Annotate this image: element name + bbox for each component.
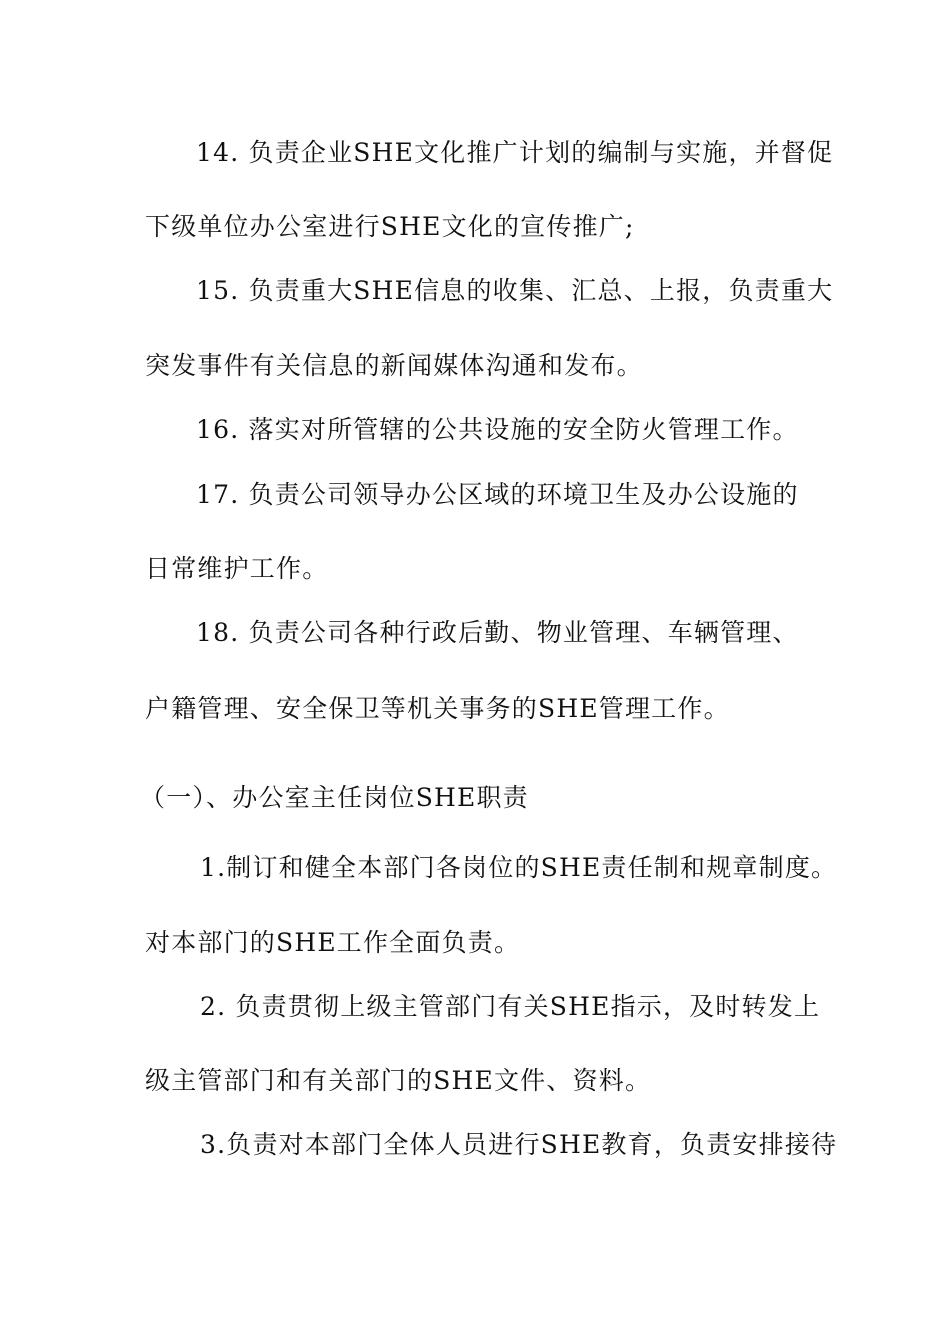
paragraph-1-line-1: 1.制订和健全本部门各岗位的SHE责任制和规章制度。: [200, 853, 838, 882]
paragraph-17-line-2: 日常维护工作。: [145, 554, 329, 583]
paragraph-15-line-1: 15. 负责重大SHE信息的收集、汇总、上报，负责重大: [196, 276, 834, 305]
section-heading: （一）、办公室主任岗位SHE职责: [140, 783, 529, 812]
paragraph-1-line-2: 对本部门的SHE工作全面负责。: [145, 928, 521, 957]
paragraph-14-line-1: 14. 负责企业SHE文化推广计划的编制与实施，并督促: [196, 138, 834, 167]
paragraph-16-line-1: 16. 落实对所管辖的公共设施的安全防火管理工作。: [196, 415, 799, 444]
paragraph-17-line-1: 17. 负责公司领导办公区域的环境卫生及办公设施的: [196, 480, 799, 509]
paragraph-2-line-2: 级主管部门和有关部门的SHE文件、资料。: [145, 1066, 652, 1095]
paragraph-14-line-2: 下级单位办公室进行SHE文化的宣传推广;: [145, 212, 635, 241]
paragraph-15-line-2: 突发事件有关信息的新闻媒体沟通和发布。: [145, 351, 643, 380]
paragraph-18-line-1: 18. 负责公司各种行政后勤、物业管理、车辆管理、: [196, 618, 799, 647]
paragraph-18-line-2: 户籍管理、安全保卫等机关事务的SHE管理工作。: [145, 694, 730, 723]
paragraph-3-line-1: 3.负责对本部门全体人员进行SHE教育，负责安排接待: [200, 1130, 838, 1159]
paragraph-2-line-1: 2. 负责贯彻上级主管部门有关SHE指示，及时转发上: [200, 992, 821, 1021]
